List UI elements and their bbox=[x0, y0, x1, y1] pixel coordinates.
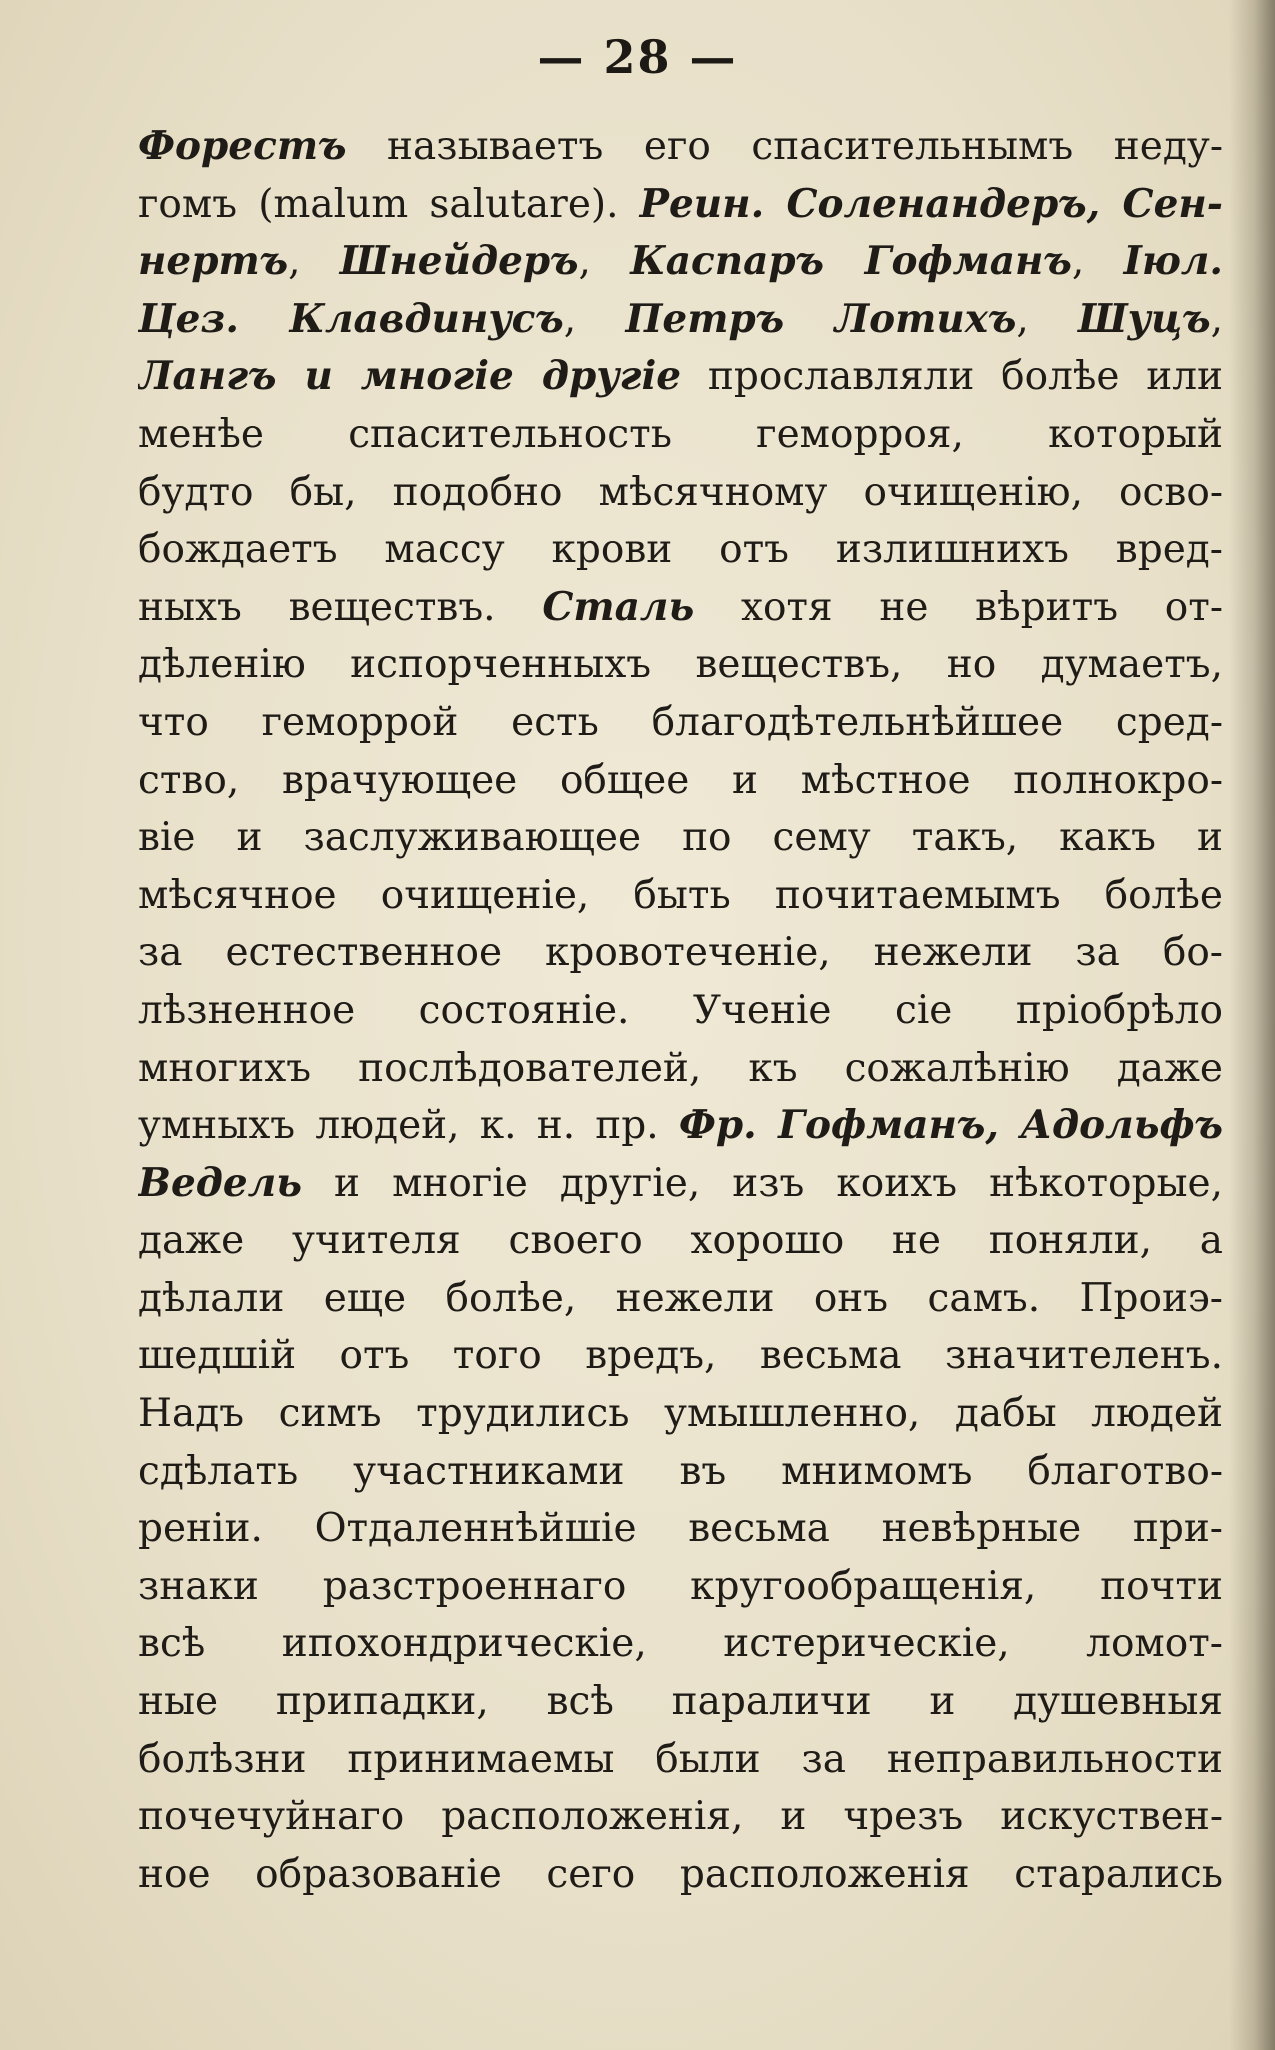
text-segment: дѣленію испорченныхъ веществъ, но думаетъ, bbox=[138, 642, 1223, 688]
text-segment: болѣзни принимаемы были за неправильности bbox=[138, 1736, 1223, 1782]
text-segment: менѣе спасительность геморроя, который bbox=[138, 411, 1223, 457]
text-line bbox=[138, 694, 1223, 752]
text-line bbox=[138, 924, 1223, 982]
text-line bbox=[138, 1443, 1223, 1501]
text-segment: , bbox=[563, 296, 626, 342]
italic-name-segment: Ведель bbox=[138, 1159, 302, 1206]
text-segment: всѣ ипохондрическіе, истерическіе, ломот- bbox=[138, 1621, 1223, 1667]
text-segment: знаки разстроеннаго кругообращенія, почти bbox=[138, 1563, 1223, 1609]
text-line bbox=[138, 118, 1223, 176]
text-segment: , bbox=[288, 239, 340, 285]
text-line bbox=[138, 1788, 1223, 1846]
text-line bbox=[138, 1097, 1223, 1155]
text-segment: сдѣлать участниками въ мнимомъ благотво- bbox=[138, 1448, 1223, 1494]
text-segment: и многіе другіе, изъ коихъ нѣкоторые, bbox=[301, 1160, 1223, 1206]
text-line bbox=[138, 406, 1223, 464]
text-line bbox=[138, 1615, 1223, 1673]
italic-name-segment: нертъ bbox=[138, 238, 289, 285]
text-segment: мѣсячное очищеніе, быть почитаемымъ болѣе bbox=[138, 872, 1223, 918]
text-segment: даже учителя своего хорошо не поняли, а bbox=[138, 1218, 1223, 1264]
text-line bbox=[138, 1846, 1223, 1904]
text-line bbox=[138, 1500, 1223, 1558]
text-line bbox=[138, 233, 1223, 291]
text-line bbox=[138, 636, 1223, 694]
italic-name-segment: Петръ Лотихъ bbox=[625, 295, 1017, 342]
text-segment: Надъ симъ трудились умышленно, дабы людей bbox=[138, 1391, 1223, 1437]
text-segment: , bbox=[578, 239, 631, 285]
text-segment: называетъ его спасительнымъ неду- bbox=[346, 124, 1223, 169]
text-segment: многихъ послѣдователей, къ сожалѣнію даже bbox=[138, 1045, 1223, 1091]
text-segment: реніи. Отдаленнѣйшіе весьма невѣрные при- bbox=[138, 1506, 1223, 1552]
text-segment: шедшій отъ того вредъ, весьма значителенъ. bbox=[138, 1333, 1223, 1379]
text-line bbox=[138, 1040, 1223, 1098]
italic-name-segment: Шнейдеръ bbox=[339, 238, 579, 285]
text-segment: дѣлали еще болѣе, нежели онъ самъ. Проиэ- bbox=[138, 1275, 1223, 1321]
italic-name-segment: Лангъ и многіе другіе bbox=[138, 353, 682, 400]
text-line bbox=[138, 1731, 1223, 1789]
text-segment: за естественное кровотеченіе, нежели за бо- bbox=[138, 930, 1223, 976]
text-segment: ство, врачующее общее и мѣстное полнокро- bbox=[138, 757, 1223, 803]
text-segment: почечуйнаго расположенія, и чрезъ искуствен- bbox=[138, 1794, 1223, 1840]
text-line bbox=[138, 1327, 1223, 1385]
text-line bbox=[138, 1673, 1223, 1731]
page-number: — 28 — bbox=[537, 30, 738, 84]
spine-shadow bbox=[1229, 0, 1275, 2050]
text-line bbox=[138, 752, 1223, 810]
text-segment: умныхъ людей, к. н. пр. bbox=[138, 1103, 679, 1149]
text-line bbox=[138, 1558, 1223, 1616]
text-line bbox=[138, 291, 1223, 349]
text-line bbox=[138, 521, 1223, 579]
text-line bbox=[138, 176, 1223, 234]
text-line bbox=[138, 1270, 1223, 1328]
text-segment: будто бы, подобно мѣсячному очищенію, осво- bbox=[138, 469, 1223, 515]
text-line bbox=[138, 348, 1223, 406]
text-segment: ныхъ веществъ. bbox=[138, 584, 543, 630]
text-line bbox=[138, 1385, 1223, 1443]
text-line bbox=[138, 867, 1223, 925]
italic-name-segment: Цез. Клавдинусъ bbox=[138, 295, 564, 342]
text-segment: что геморрой есть благодѣтельнѣйшее сред- bbox=[138, 699, 1223, 745]
text-line bbox=[138, 1155, 1223, 1213]
text-segment: гомъ (malum salutare). bbox=[138, 181, 640, 227]
text-segment: , bbox=[1071, 239, 1124, 285]
text-segment: ные припадки, всѣ параличи и душевныя bbox=[138, 1679, 1223, 1725]
text-segment: , bbox=[1016, 296, 1079, 342]
italic-name-segment: Форестъ bbox=[138, 123, 347, 169]
text-line bbox=[138, 579, 1223, 637]
text-line bbox=[138, 464, 1223, 522]
italic-name-segment: Фр. Гофманъ, Адольфъ bbox=[678, 1102, 1223, 1149]
text-segment: лѣзненное состояніе. Ученіе сіе пріобрѣло bbox=[138, 987, 1223, 1033]
text-segment: хотя не вѣритъ от- bbox=[694, 584, 1223, 630]
italic-name-segment: Каспаръ Гофманъ bbox=[630, 238, 1072, 285]
text-line bbox=[138, 982, 1223, 1040]
italic-name-segment: Іюл. bbox=[1123, 238, 1223, 285]
text-segment: , bbox=[1210, 296, 1223, 342]
text-line bbox=[138, 1212, 1223, 1270]
text-segment: прославляли болѣе или bbox=[681, 354, 1223, 400]
italic-name-segment: Реин. Соленандеръ, Сен- bbox=[639, 180, 1223, 227]
text-line bbox=[138, 809, 1223, 867]
body-text bbox=[138, 118, 1223, 1903]
italic-name-segment: Шуцъ bbox=[1078, 295, 1211, 342]
italic-name-segment: Сталь bbox=[542, 583, 695, 630]
text-segment: бождаетъ массу крови отъ излишнихъ вред- bbox=[138, 527, 1223, 573]
text-segment: віе и заслуживающее по сему такъ, какъ и bbox=[138, 815, 1223, 861]
text-segment: ное образованіе сего расположенія старались bbox=[138, 1851, 1223, 1897]
